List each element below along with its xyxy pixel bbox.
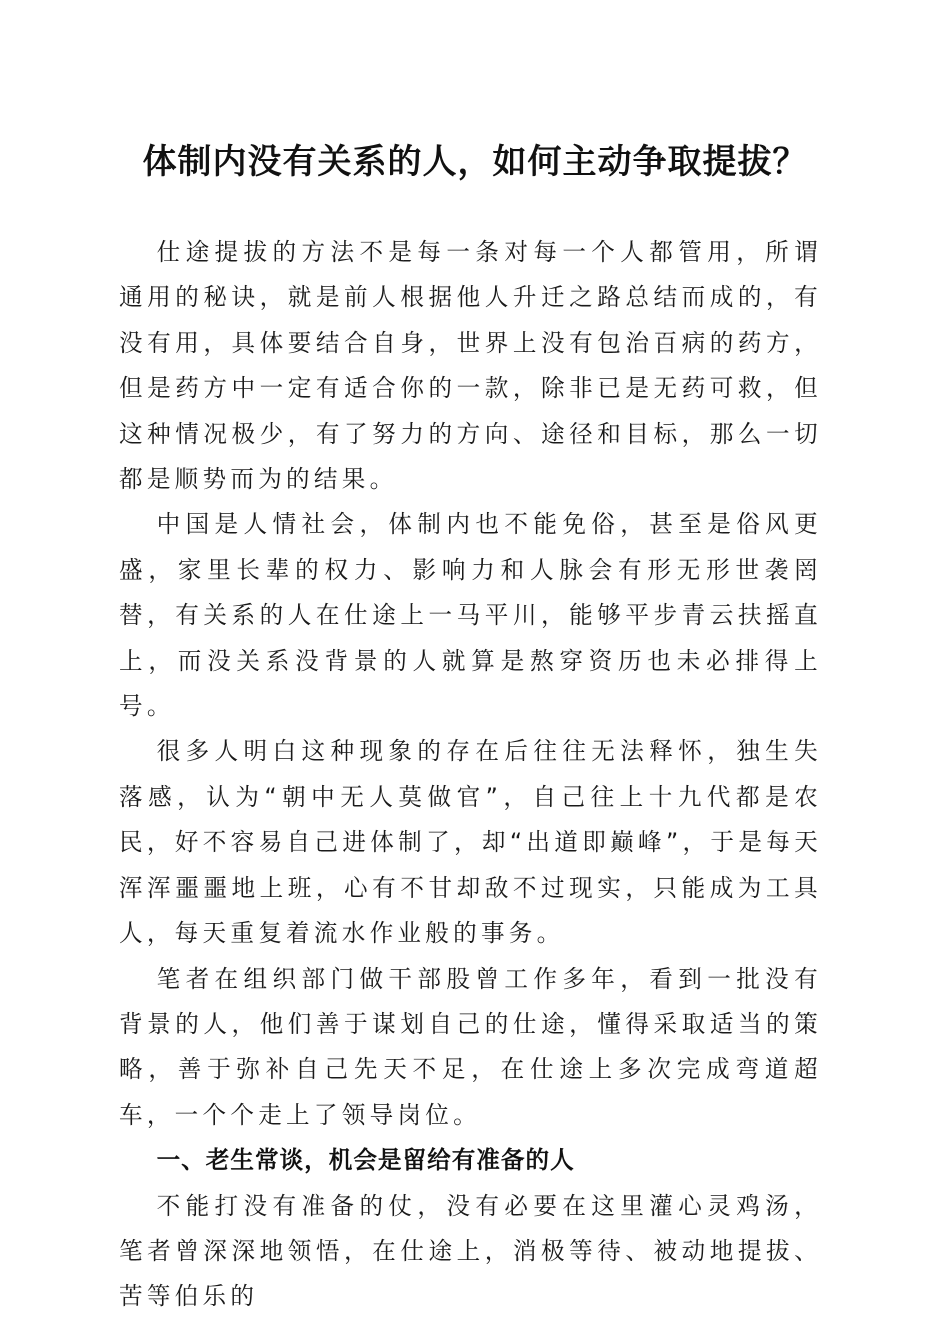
document-title: 体制内没有关系的人，如何主动争取提拔？ — [142, 142, 808, 182]
paragraph-1: 仕途提拔的方法不是每一条对每一个人都管用，所谓通用的秘诀，就是前人根据他人升迁之路总结而成的，有没有用，具体要结合自身，世界上没有包治百病的药方，但是药方中一定有适合你的一款，除非已是无药可救，但这种情况极少，有了努力的方向、途径和目标，那么一切都是顺势而为的结果。 — [119, 238, 822, 494]
article-body — [119, 230, 822, 1320]
section-1-paragraph: 不能打没有准备的仗，没有必要在这里灌心灵鸡汤，笔者曾深深地领悟，在仕途上，消极等待、被动地提拔、苦等伯乐的 — [119, 1191, 822, 1311]
section-heading-1: 一、老生常谈，机会是留给有准备的人 — [156, 1146, 575, 1175]
paragraph-3: 很多人明白这种现象的存在后往往无法释怀，独生失落感，认为“朝中无人莫做官”，自己往上十九代都是农民，好不容易自己进体制了，却“出道即巅峰”，于是每天浑浑噩噩地上班，心有不甘却敌不过现实，只能成为工具人，每天重复着流水作业般的事务。 — [119, 737, 822, 948]
paragraph-4: 笔者在组织部门做干部股曾工作多年，看到一批没有背景的人，他们善于谋划自己的仕途，懂得采取适当的策略，善于弥补自己先天不足，在仕途上多次完成弯道超车，一个个走上了领导岗位。 — [119, 964, 822, 1129]
paragraph-2: 中国是人情社会，体制内也不能免俗，甚至是俗风更盛，家里长辈的权力、影响力和人脉会有形无形世袭罔替，有关系的人在仕途上一马平川，能够平步青云扶摇直上，而没关系没背景的人就算是熬穿资历也未必排得上号。 — [119, 510, 822, 721]
